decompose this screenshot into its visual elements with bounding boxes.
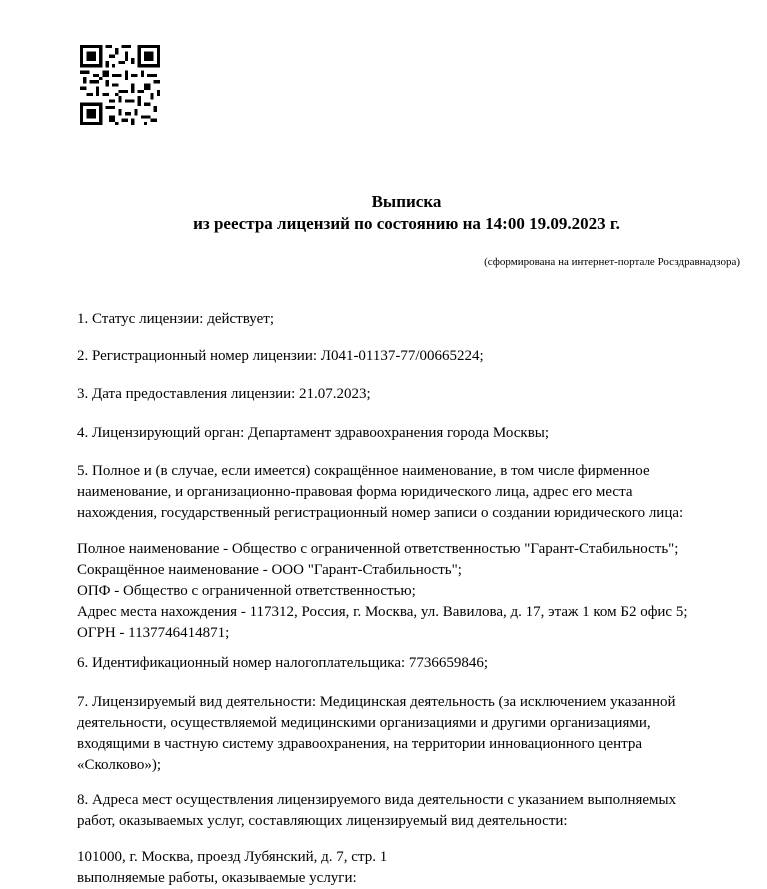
document-subtitle: из реестра лицензий по состоянию на 14:00 19.09.2023 г. bbox=[193, 214, 620, 233]
org-short-name: Сокращённое наименование - ООО "Гарант-Стабильность"; bbox=[77, 562, 462, 578]
org-legal-form: ОПФ - Общество с ограниченной ответственностью; bbox=[77, 583, 416, 599]
item7-line: 7. Лицензируемый вид деятельности: Медицинская деятельность (за исключением указанной bbox=[77, 694, 676, 710]
license-date: 3. Дата предоставления лицензии: 21.07.2023; bbox=[77, 386, 371, 402]
document-title: Выписка bbox=[371, 192, 442, 211]
item8-line: 8. Адреса мест осуществления лицензируемого вида деятельности с указанием выполняемых bbox=[77, 792, 677, 808]
org-address: Адрес места нахождения - 117312, Россия, г. Москва, ул. Вавилова, д. 17, этаж 1 ком Б2 офис 5; bbox=[77, 604, 688, 620]
item7-line: «Сколково»); bbox=[77, 757, 161, 773]
activity-address bbox=[77, 847, 747, 889]
item7-paragraph bbox=[77, 692, 747, 776]
item8-paragraph bbox=[77, 790, 747, 832]
org-full-name: Полное наименование - Общество с ограниченной ответственностью "Гарант-Стабильность"; bbox=[77, 541, 679, 557]
item5-line: нахождения, государственный регистрационный номер записи о создании юридического лица: bbox=[77, 505, 684, 521]
qr-code bbox=[80, 45, 160, 125]
taxpayer-id: 6. Идентификационный номер налогоплательщика: 7736659846; bbox=[77, 655, 489, 671]
item8-line: работ, оказываемых услуг, составляющих лицензируемый вид деятельности: bbox=[77, 813, 568, 829]
item7-line: деятельности, осуществляемой медицинскими организациями и другими организациями, bbox=[77, 715, 651, 731]
generation-note: (сформирована на интернет-портале Росздравнадзора) bbox=[484, 256, 740, 268]
activity-services-line: выполняемые работы, оказываемые услуги: bbox=[77, 870, 357, 886]
organization-details bbox=[77, 539, 747, 644]
item5-paragraph bbox=[77, 461, 747, 524]
org-ogrn: ОГРН - 1137746414871; bbox=[77, 625, 230, 641]
activity-address-line: 101000, г. Москва, проезд Лубянский, д. 7, стр. 1 bbox=[77, 849, 388, 865]
item5-line: наименование, и организационно-правовая форма юридического лица, адрес его места bbox=[77, 484, 633, 500]
license-reg-number: 2. Регистрационный номер лицензии: Л041-01137-77/00665224; bbox=[77, 348, 484, 364]
item7-line: входящими в частную систему здравоохранения, на территории инновационного центра bbox=[77, 736, 643, 752]
item5-line: 5. Полное и (в случае, если имеется) сокращённое наименование, в том числе фирменное bbox=[77, 463, 650, 479]
licensing-authority: 4. Лицензирующий орган: Департамент здравоохранения города Москвы; bbox=[77, 425, 550, 441]
license-status: 1. Статус лицензии: действует; bbox=[77, 311, 274, 327]
